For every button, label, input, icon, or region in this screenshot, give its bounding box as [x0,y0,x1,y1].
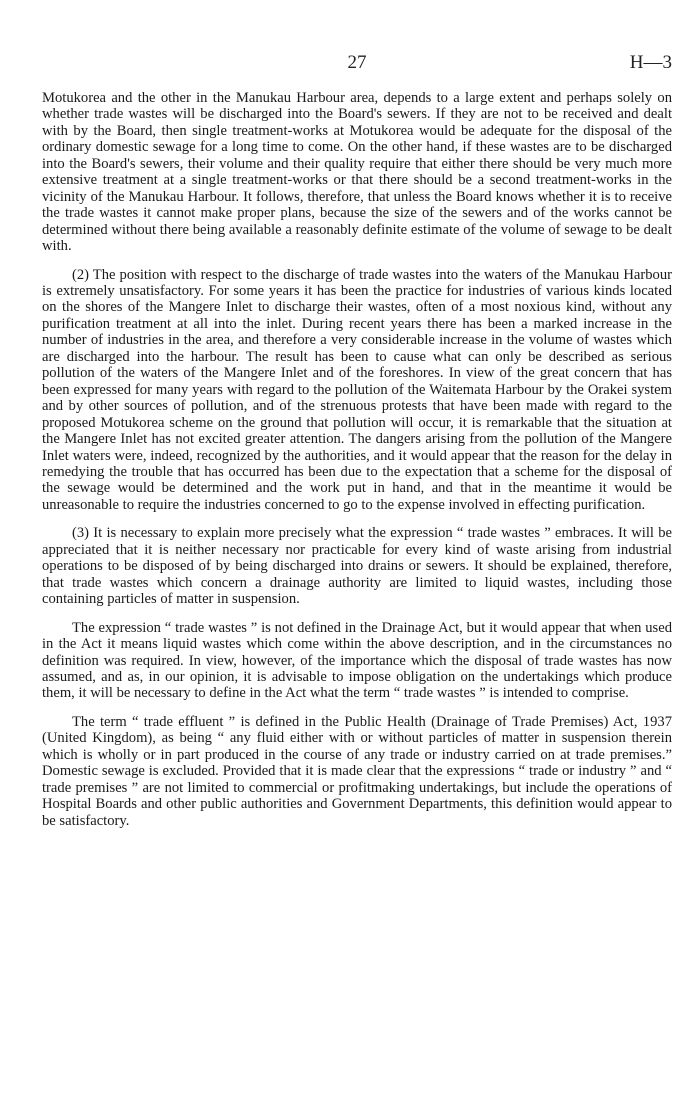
paragraph-trade-effluent: The term “ trade effluent ” is defined in the Public Health (Drainage of Trade Premises) Act, 1937 (United Kingdom), as being “ any fluid either with or without particles of matter in suspension therein which is wholly or in part produced in the course of any trade or industry carried on at trade premises.” Domestic sewage is excluded. Provided that it is made clear that the expressions “ trade or industry ” and “ trade premises ” are not limited to commercial or profitmaking undertakings, but include the operations of Hospital Boards and other public authorities and Government Departments, this definition would appear to be satisfactory. [42,713,672,829]
page-number: 27 [347,52,367,73]
document-reference: H—3 [629,52,672,73]
body-text [42,90,672,841]
paragraph-drainage-act: The expression “ trade wastes ” is not defined in the Drainage Act, but it would appear that when used in the Act it means liquid wastes which come within the above description, and in the circumstances no definition was required. In view, however, of the importance which the disposal of trade wastes has now assumed, and as, in our opinion, it is advisable to impose obligation on the undertakings which produce them, it will be necessary to define in the Act what the term “ trade wastes ” is intended to comprise. [42,619,672,702]
paragraph-2-mangere-inlet: (2) The position with respect to the discharge of trade wastes into the waters of the Manukau Harbour is extremely unsatisfactory. For some years it has been the practice for industries of various kinds located on the shores of the Mangere Inlet to discharge their wastes, often of a most noxious kind, without any purification treatment at all into the inlet. During recent years there has been a marked increase in the number of industries in the area, and therefore a very considerable increase in the volume of wastes which are discharged into the harbour. The result has been to cause what can only be described as serious pollution of the waters of the Mangere Inlet and of the foreshores. In view of the great concern that has been expressed for many years with regard to the pollution of the Waitemata Harbour by the Orakei system and by other sources of pollution, and of the strenuous protests that have been made with regard to the proposed Motukorea scheme on the ground that pollution will occur, it is remarkable that the situation at the Mangere Inlet has not excited greater attention. The dangers arising from the pollution of the Mangere Inlet waters were, indeed, recognized by the authorities, and it would appear that the reason for the delay in remedying the trouble that has occurred has been due to the expectation that a scheme for the disposal of the sewage would be determined and the work put in hand, and that in the meantime it would be unreasonable to require the industries concerned to go to the expense involved in effecting purification. [42,266,672,513]
page-header [42,52,672,76]
paragraph-3-trade-wastes-definition: (3) It is necessary to explain more precisely what the expression “ trade wastes ” embraces. It will be appreciated that it is neither necessary nor practicable for every kind of waste arising from industrial operations to be disposed of by being discharged into drains or sewers. It should be explained, therefore, that trade wastes which concern a drainage authority are limited to liquid wastes, including those containing particles of matter in suspension. [42,525,672,608]
paragraph-continued: Motukorea and the other in the Manukau Harbour area, depends to a large extent and perhaps solely on whether trade wastes will be discharged into the Board's sewers. If they are not to be received and dealt with by the Board, then single treatment-works at Motukorea would be adequate for the disposal of the ordinary domestic sewage for a long time to come. On the other hand, if these wastes are to be discharged into the Board's sewers, their volume and their quality require that either there should be very much more extensive treatment at a single treatment-works or that there should be a second treatment-works in the vicinity of the Manukau Harbour. It follows, therefore, that unless the Board knows whether it is to receive the trade wastes it cannot make proper plans, because the size of the sewers and of the works cannot be determined without there being available a reasonably definite estimate of the volume of sewage to be dealt with. [42,90,672,255]
